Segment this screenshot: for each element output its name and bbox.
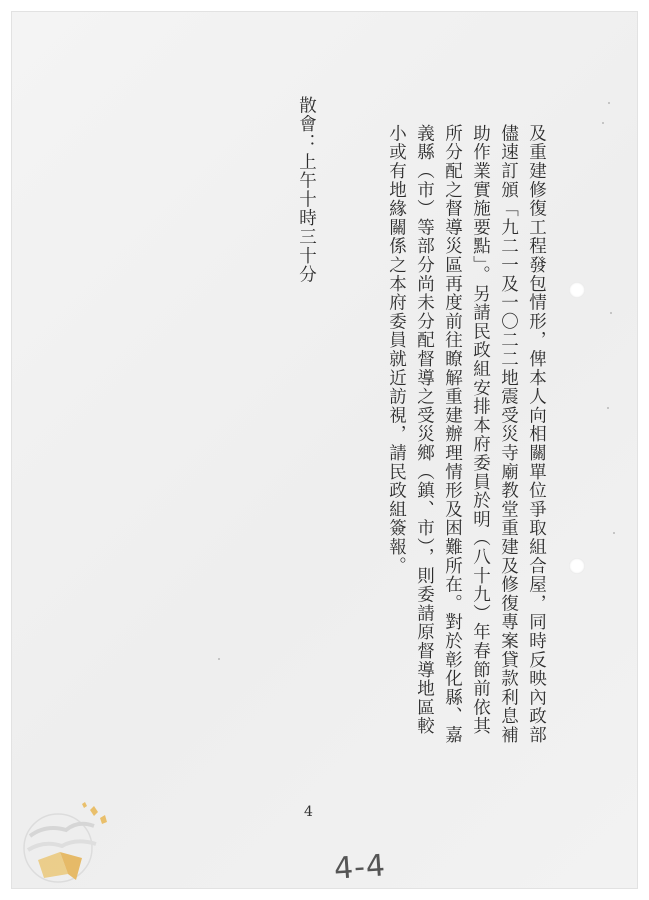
text-column-1: 及重建修復工程發包情形，俾本人向相關單位爭取組合屋，同時反映內政部 <box>526 124 547 745</box>
text-column-5: 義縣（市）等部分尚未分配督導之受災鄉（鎮、市），則委請原督導地區較 <box>414 124 435 736</box>
text-column-6: 小或有地緣關係之本府委員就近訪視，請民政組簽報。 <box>386 124 407 576</box>
document-page <box>12 12 637 888</box>
paper-speck <box>602 122 604 124</box>
paper-speck <box>613 532 615 534</box>
closing-line: 散會：上午十時三十分 <box>296 96 317 284</box>
page-number: 4 <box>304 804 313 820</box>
paper-speck <box>607 407 609 409</box>
punch-hole-top <box>569 282 585 298</box>
archive-seal-logo-icon <box>16 800 116 886</box>
text-column-4: 所分配之督導災區再度前往瞭解重建辦理情形及困難所在。對於彰化縣、嘉 <box>442 124 463 745</box>
paper-speck <box>608 102 610 104</box>
punch-hole-bottom <box>569 558 585 574</box>
paper-speck <box>610 312 612 314</box>
text-column-2: 儘速訂頒「九二一及一〇二二地震受災寺廟教堂重建及修復專案貸款利息補 <box>498 124 519 745</box>
handwritten-page-mark: 4-4 <box>332 848 388 887</box>
text-column-3: 助作業實施要點」。另請民政組安排本府委員於明（八十九）年春節前依其 <box>470 124 491 736</box>
paper-speck <box>218 658 220 660</box>
